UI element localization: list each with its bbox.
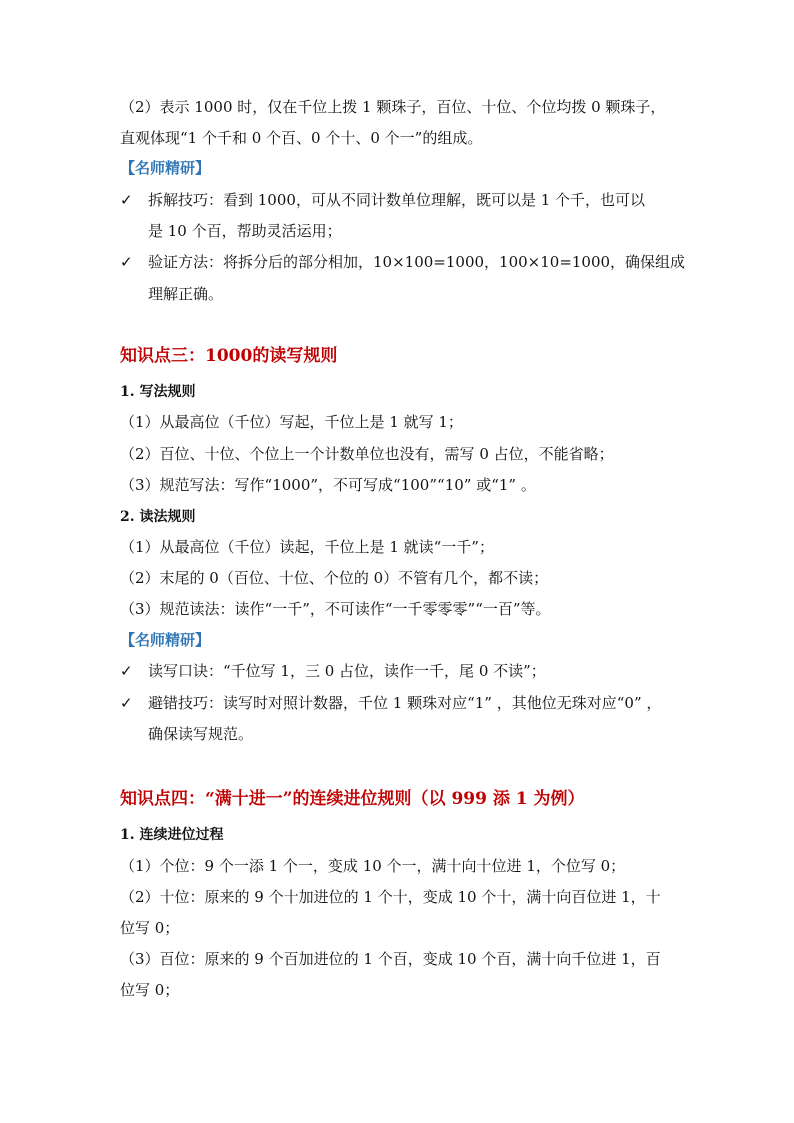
rule-item-continuation: 位写 0；	[120, 919, 180, 937]
tip-bullet-line: 读写口诀：“千位写 1，三 0 占位，读作一千，尾 0 不读”；	[148, 662, 546, 680]
check-icon: ✓	[120, 694, 133, 712]
tip-bullet-line: 验证方法：将拆分后的部分相加，10×100=1000，100×10=1000，确保组成	[148, 253, 686, 271]
intro-line-1: （2）表示 1000 时，仅在千位上拨 1 颗珠子，百位、十位、个位均拨 0 颗珠子，	[120, 98, 666, 116]
rule-item: （1）个位：9 个一添 1 个一，变成 10 个一，满十向十位进 1，个位写 0；	[120, 857, 626, 875]
subsection-title: 1. 连续进位过程	[120, 827, 224, 843]
rule-item: （2）末尾的 0（百位、十位、个位的 0）不管有几个，都不读；	[120, 569, 549, 587]
rule-item: （3）百位：原来的 9 个百加进位的 1 个百，变成 10 个百，满十向千位进 1，百	[120, 950, 661, 968]
check-icon: ✓	[120, 191, 133, 209]
rule-item: （2）十位：原来的 9 个十加进位的 1 个十，变成 10 个十，满十向百位进 1，十	[120, 888, 661, 906]
tip-bullet-line: 是 10 个百，帮助灵活运用；	[148, 222, 342, 240]
rule-item-continuation: 位写 0；	[120, 981, 180, 999]
check-icon: ✓	[120, 253, 133, 271]
rule-item: （1）从最高位（千位）写起，千位上是 1 就写 1；	[120, 413, 463, 431]
rule-item: （3）规范读法：读作“一千”，不可读作“一千零零零”“一百”等。	[120, 600, 551, 618]
section-heading: 知识点三：1000的读写规则	[120, 346, 338, 366]
section-heading: 知识点四：“满十进一”的连续进位规则（以 999 添 1 为例）	[120, 789, 585, 809]
tip-bullet-line: 拆解技巧：看到 1000，可从不同计数单位理解，既可以是 1 个千，也可以	[148, 191, 646, 209]
tip-bullet-line: 避错技巧：读写时对照计数器，千位 1 颗珠对应“1” ，其他位无珠对应“0” ，	[148, 694, 662, 712]
teacher-tip-tag: 【名师精研】	[120, 631, 211, 649]
subsection-title: 2. 读法规则	[120, 509, 196, 525]
subsection-title: 1. 写法规则	[120, 384, 196, 400]
tip-bullet-line: 确保读写规范。	[148, 725, 254, 743]
tip-bullet-line: 理解正确。	[148, 285, 224, 303]
teacher-tip-tag: 【名师精研】	[120, 159, 211, 177]
rule-item: （2）百位、十位、个位上一个计数单位也没有，需写 0 占位，不能省略；	[120, 445, 614, 463]
intro-line-2: 直观体现“1 个千和 0 个百、0 个十、0 个一”的组成。	[120, 129, 483, 147]
check-icon: ✓	[120, 662, 133, 680]
rule-item: （1）从最高位（千位）读起，千位上是 1 就读“一千”；	[120, 538, 494, 556]
rule-item: （3）规范写法：写作“1000”，不可写成“100”“10” 或“1” 。	[120, 476, 536, 494]
